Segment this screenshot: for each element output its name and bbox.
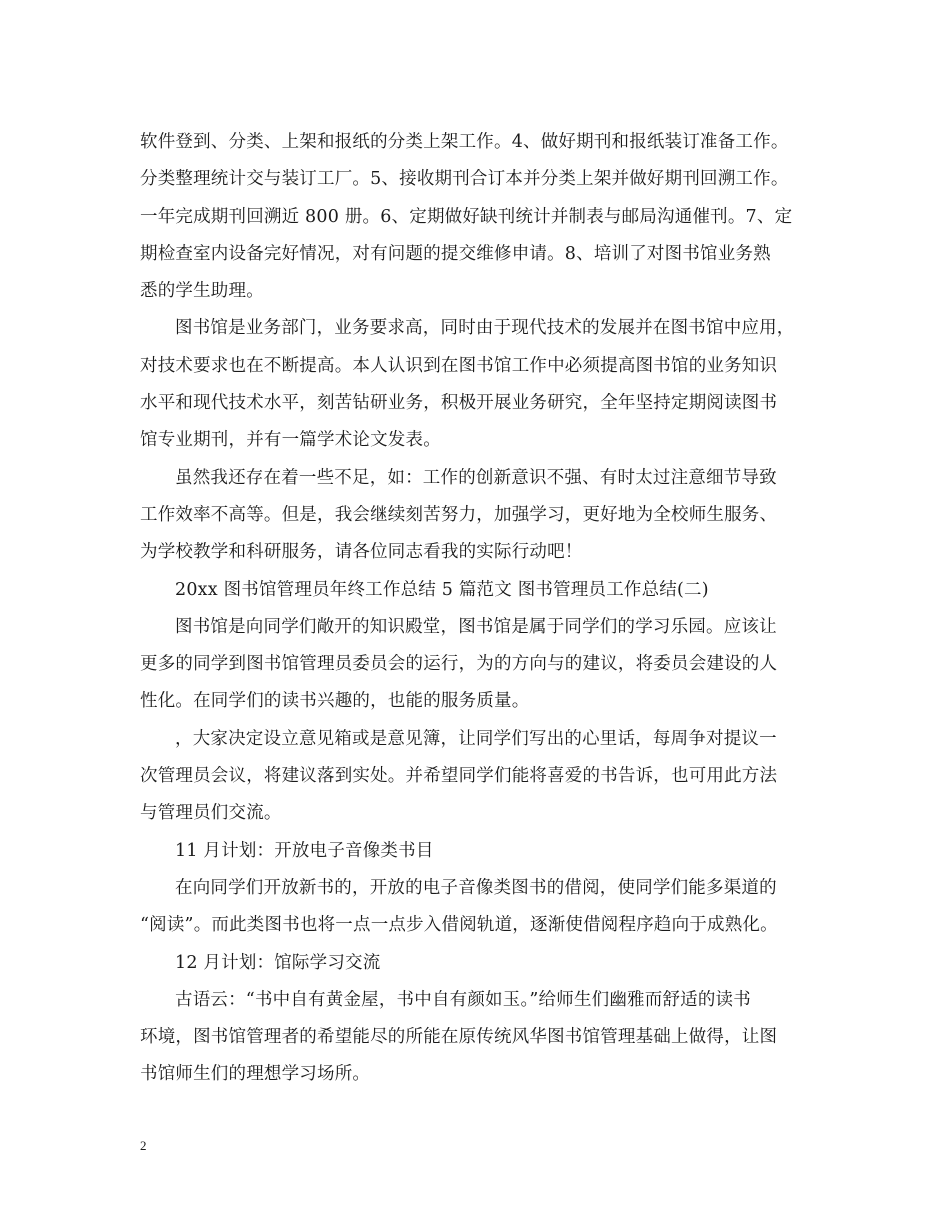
text-line: 在向同学们开放新书的，开放的电子音像类图书的借阅，使同学们能多渠道的 <box>175 877 777 898</box>
text-line: 更多的同学到图书馆管理员委员会的运行，为的方向与的建议，将委员会建设的人 <box>140 654 778 675</box>
text-line: 20xx 图书馆管理员年终工作总结 5 篇范文 图书管理员工作总结(二) <box>175 579 709 600</box>
text-line: 图书馆是向同学们敞开的知识殿堂，图书馆是属于同学们的学习乐园。应该让 <box>175 616 777 637</box>
text-line: 分类整理统计交与装订工厂。5、接收期刊合订本并分类上架并做好期刊回溯工作。 <box>140 169 789 190</box>
text-line: 对技术要求也在不断提高。本人认识到在图书馆工作中必须提高图书馆的业务知识 <box>140 355 778 376</box>
text-line: 工作效率不高等。但是，我会继续刻苦努力，加强学习，更好地为全校师生服务、 <box>140 504 778 525</box>
text-line: 水平和现代技术水平，刻苦钻研业务，积极开展业务研究，全年坚持定期阅读图书 <box>140 393 778 414</box>
text-line: ，大家决定设立意见箱或是意见簿，让同学们写出的心里话，每周争对提议一 <box>175 728 777 749</box>
text-line: 虽然我还存在着一些不足，如：工作的创新意识不强、有时太过注意细节导致 <box>175 467 777 488</box>
text-line: 馆专业期刊，并有一篇学术论文发表。 <box>140 430 441 451</box>
document-body <box>140 124 830 1094</box>
text-line: 书馆师生们的理想学习场所。 <box>140 1064 371 1085</box>
text-line: 12 月计划：馆际学习交流 <box>175 952 381 973</box>
text-line: 与管理员们交流。 <box>140 803 282 824</box>
text-line: 为学校教学和科研服务，请各位同志看我的实际行动吧！ <box>140 542 583 563</box>
text-line: 性化。在同学们的读书兴趣的，也能的服务质量。 <box>140 691 530 712</box>
text-line: 古语云：“书中自有黄金屋，书中自有颜如玉。”给师生们幽雅而舒适的读书 <box>175 989 751 1010</box>
page-number: 2 <box>140 1138 147 1153</box>
text-line: 期检查室内设备完好情况，对有问题的提交维修申请。8、培训了对图书馆业务熟 <box>140 243 771 264</box>
text-line: 图书馆是业务部门，业务要求高，同时由于现代技术的发展并在图书馆中应用， <box>175 318 795 339</box>
text-line: “阅读”。而此类图书也将一点一点步入借阅轨道，逐渐使借阅程序趋向于成熟化。 <box>140 915 778 936</box>
text-line: 一年完成期刊回溯近 800 册。6、定期做好缺刊统计并制表与邮局沟通催刊。7、定 <box>140 206 793 227</box>
text-line: 悉的学生助理。 <box>140 281 264 302</box>
text-line: 软件登到、分类、上架和报纸的分类上架工作。4、做好期刊和报纸装订准备工作。 <box>140 132 789 152</box>
text-line: 11 月计划：开放电子音像类书目 <box>175 840 434 861</box>
text-line: 次管理员会议，将建议落到实处。并希望同学们能将喜爱的书告诉，也可用此方法 <box>140 766 778 787</box>
text-line: 环境，图书馆管理者的希望能尽的所能在原传统风华图书馆管理基础上做得，让图 <box>140 1027 778 1048</box>
